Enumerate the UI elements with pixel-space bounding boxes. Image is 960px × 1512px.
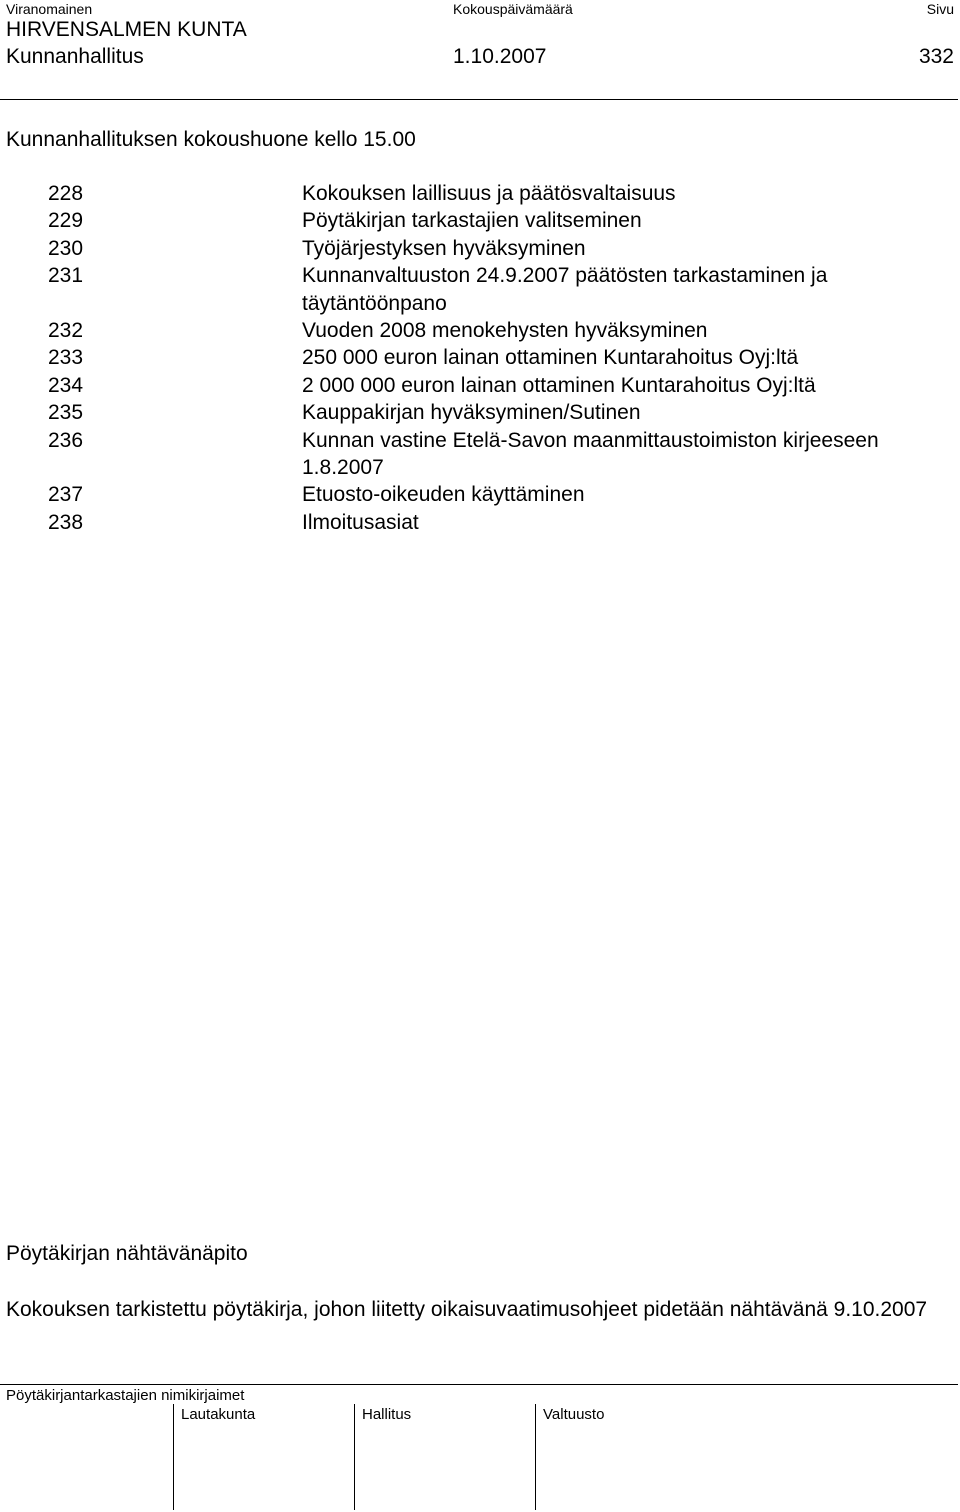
agenda-item-number: 229: [48, 209, 84, 233]
agenda-item: [0, 427, 960, 482]
agenda-item: [0, 509, 960, 536]
agenda-item: [0, 180, 960, 207]
agenda-item-number: 232: [48, 319, 84, 343]
header-organization: HIRVENSALMEN KUNTA: [6, 18, 247, 41]
agenda-item-number: 231: [48, 264, 84, 288]
display-text: Kokouksen tarkistettu pöytäkirja, johon liitetty oikaisuvaatimusohjeet pidetään nähtävänä 9.10.2007: [6, 1298, 928, 1321]
agenda-item: [0, 344, 960, 371]
agenda-item-title: Kunnanvaltuuston 24.9.2007 päätösten tarkastaminen ja täytäntöönpano: [302, 264, 828, 315]
footer-column-council: Valtuusto: [543, 1406, 605, 1423]
agenda-item-title: 2 000 000 euron lainan ottaminen Kuntarahoitus Oyj:ltä: [302, 373, 816, 397]
agenda-item-title: Työjärjestyksen hyväksyminen: [302, 236, 586, 260]
footer-label-initials: Pöytäkirjantarkastajien nimikirjaimet: [6, 1387, 245, 1404]
agenda-item-title: Kunnan vastine Etelä-Savon maanmittaustoimiston kirjeeseen 1.8.2007: [302, 428, 879, 480]
footer-column-board: Lautakunta: [181, 1406, 256, 1423]
agenda-item-title: Vuoden 2008 menokehysten hyväksyminen: [302, 319, 708, 343]
header-label-authority: Viranomainen: [6, 1, 93, 17]
display-heading: Pöytäkirjan nähtävänäpito: [6, 1242, 248, 1265]
agenda-list: [0, 180, 960, 536]
agenda-item-number: 233: [48, 346, 84, 370]
agenda-item-title: Etuosto-oikeuden käyttäminen: [302, 483, 585, 507]
header-label-meeting-date: Kokouspäivämäärä: [453, 1, 573, 17]
footer-column-divider: [354, 1404, 355, 1510]
agenda-item-number: 236: [48, 428, 84, 452]
agenda-item: [0, 262, 960, 317]
agenda-item-number: 230: [48, 236, 84, 260]
agenda-item-title: Kokouksen laillisuus ja päätösvaltaisuus: [302, 182, 676, 205]
header-page-number: 332: [918, 45, 954, 68]
agenda-item-number: 234: [48, 373, 84, 397]
header-body: Kunnanhallitus: [6, 45, 144, 68]
footer-column-divider: [173, 1404, 174, 1510]
agenda-item-title: Kauppakirjan hyväksyminen/Sutinen: [302, 401, 641, 425]
agenda-item-title: 250 000 euron lainan ottaminen Kuntarahoitus Oyj:ltä: [302, 346, 799, 370]
agenda-item: [0, 372, 960, 399]
footer-column-government: Hallitus: [362, 1406, 412, 1423]
agenda-item-number: 237: [48, 483, 84, 507]
agenda-item: [0, 317, 960, 344]
agenda-item: [0, 207, 960, 234]
agenda-item: [0, 399, 960, 426]
header-divider: [0, 99, 958, 100]
footer-divider: [0, 1384, 958, 1385]
agenda-item-number: 238: [48, 510, 84, 534]
agenda-item: [0, 481, 960, 508]
agenda-item-number: 235: [48, 401, 84, 425]
header-date: 1.10.2007: [453, 45, 547, 68]
agenda-item-title: Pöytäkirjan tarkastajien valitseminen: [302, 209, 642, 233]
header-label-page: Sivu: [926, 1, 954, 17]
meeting-place: Kunnanhallituksen kokoushuone kello 15.00: [6, 128, 416, 151]
agenda-item: [0, 235, 960, 262]
agenda-item-title: Ilmoitusasiat: [302, 510, 419, 534]
footer-column-divider: [535, 1404, 536, 1510]
agenda-item-number: 228: [48, 182, 84, 205]
